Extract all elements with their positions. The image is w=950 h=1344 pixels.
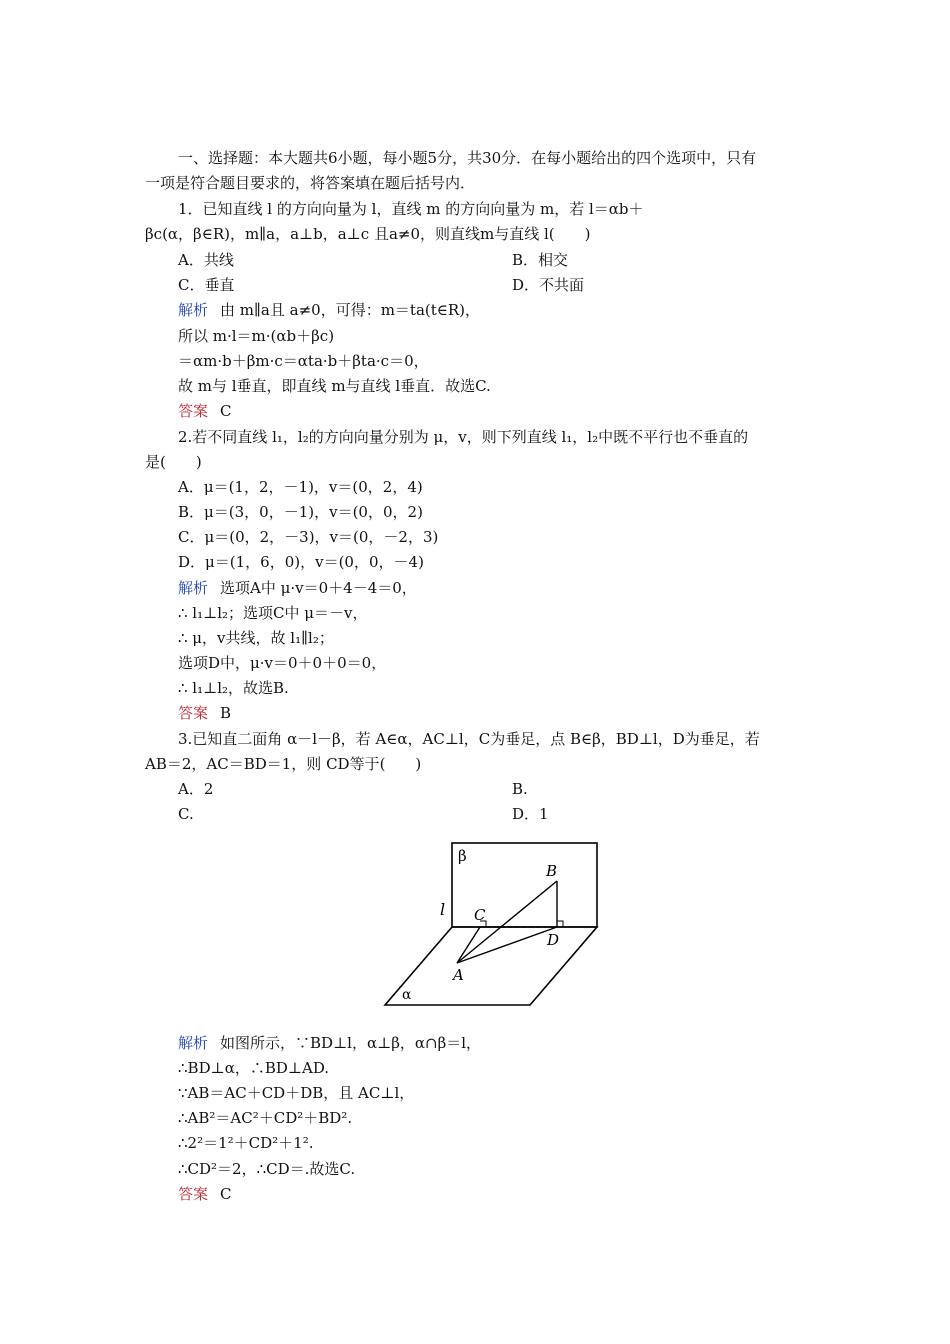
segment-ac [457,927,480,963]
right-angle-mark-d [557,921,563,927]
q2-option-a: A．μ＝(1，2，－1)，v＝(0，2，4) [178,478,423,496]
dihedral-figure [370,835,610,1015]
label-beta: β [458,847,467,865]
label-d: D [547,931,560,949]
q3-option-d: D．1 [512,805,549,823]
q1-option-d: D．不共面 [512,276,585,294]
q2-answer-line: 答案 B [178,704,232,722]
answer-label: 答案 [178,704,209,722]
answer-label: 答案 [178,402,209,420]
q1-option-c: C．垂直 [178,276,235,294]
analysis-label: 解析 [178,301,209,319]
q1-solution-line-4: 故 m与 l垂直，即直线 m与直线 l垂直．故选C. [178,377,491,395]
q1-option-a: A．共线 [178,251,234,269]
q3-answer-line: 答案 C [178,1185,232,1203]
q2-stem-line-2: 是( ) [145,453,202,471]
q2-option-c: C．μ＝(0，2，－3)，v＝(0，－2，3) [178,528,439,546]
q3-solution-line-4: ∴AB²＝AC²＋CD²＋BD². [178,1109,353,1127]
label-a: A [453,966,464,984]
q3-option-c: C. [178,805,194,823]
plane-alpha [385,927,597,1005]
segment-ad [457,927,560,963]
q3-solution-line-1: 解析 如图所示，∵BD⊥l，α⊥β，α∩β＝l， [178,1034,482,1052]
label-alpha: α [402,987,412,1003]
label-c: C [474,906,486,924]
q2-option-b: B．μ＝(3，0，－1)，v＝(0，0，2) [178,503,423,521]
q1-option-b: B．相交 [512,251,569,269]
label-b: B [546,862,558,880]
q3-solution-line-5: ∴2²＝1²＋CD²＋1². [178,1134,314,1152]
q2-solution-line-3: ∴ μ，v共线，故 l₁∥l₂； [178,629,334,647]
q1-solution-line-1: 解析 由 m∥a且 a≠0，可得：m＝ta(t∈R)， [178,301,481,319]
q3-stem-line-2: AB＝2，AC＝BD＝1，则 CD等于( ) [145,755,422,773]
q3-option-a: A．2 [178,780,214,798]
q1-stem-line-1: 1．已知直线 l 的方向向量为 l，直线 m 的方向向量为 m，若 l＝αb＋ [178,200,644,218]
analysis-label: 解析 [178,1034,209,1052]
answer-label: 答案 [178,1185,209,1203]
q1-solution-line-3: ＝αm·b＋βm·c＝αta·b＋βta·c＝0， [178,352,429,370]
q2-solution-line-5: ∴ l₁⊥l₂，故选B. [178,679,289,697]
q3-stem-line-1: 3.已知直二面角 α－l－β，若 A∈α，AC⊥l，C为垂足，点 B∈β，BD⊥l，D为垂足，若 [178,730,760,748]
q2-option-d: D．μ＝(1，6，0)，v＝(0，0，－4) [178,553,424,571]
q3-solution-line-6: ∴CD²＝2，∴CD＝.故选C. [178,1160,356,1178]
q3-option-b: B. [512,780,528,798]
intro-line-1: 一、选择题：本大题共6小题，每小题5分，共30分．在每小题给出的四个选项中，只有 [178,149,757,167]
analysis-label: 解析 [178,579,209,597]
q2-solution-line-4: 选项D中，μ·v＝0＋0＋0＝0， [178,654,387,672]
q1-solution-line-2: 所以 m·l＝m·(αb＋βc) [178,327,335,345]
q3-solution-line-3: ∵AB＝AC＋CD＋DB，且 AC⊥l， [178,1084,415,1102]
intro-line-2: 一项是符合题目要求的，将答案填在题后括号内． [145,174,476,192]
segment-ab [457,881,560,963]
q1-stem-line-2: βc(α，β∈R)，m∥a，a⊥b，a⊥c 且a≠0，则直线m与直线 l( ) [145,225,591,243]
q2-solution-line-1: 解析 选项A中 μ·v＝0＋4－4＝0， [178,579,417,597]
q2-solution-line-2: ∴ l₁⊥l₂；选项C中 μ＝－v， [178,604,368,622]
q1-answer-line: 答案 C [178,402,232,420]
q3-solution-line-2: ∴BD⊥α，∴BD⊥AD. [178,1059,330,1077]
q2-stem-line-1: 2.若不同直线 l₁，l₂的方向向量分别为 μ，v，则下列直线 l₁，l₂中既不平行也不垂直的 [178,428,749,446]
label-l: l [440,900,446,919]
